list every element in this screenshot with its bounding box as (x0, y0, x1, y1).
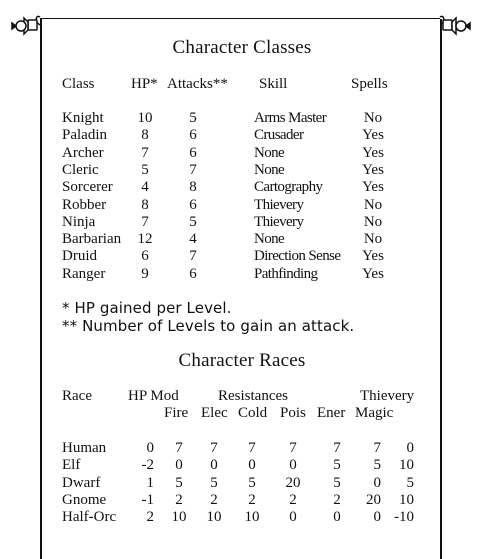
cell-class: Ranger (62, 265, 106, 282)
cell-skill: Crusader (254, 127, 304, 144)
cell-pois: 0 (289, 457, 297, 474)
cell-hp: 5 (141, 161, 149, 178)
note-attacks: ** Number of Levels to gain an attack. (62, 317, 355, 335)
right-finial-icon (440, 16, 470, 34)
cell-cold: 7 (248, 440, 256, 456)
header-race: Race (62, 388, 92, 404)
cell-elec: 2 (210, 491, 218, 508)
cell-pois: 20 (285, 474, 301, 491)
cell-spells: Yes (362, 248, 384, 265)
cell-skill: None (254, 231, 285, 248)
header-pois: Pois (280, 405, 306, 421)
cell-ener: 2 (333, 491, 341, 508)
cell-cold: 10 (244, 509, 260, 526)
cell-hp: 7 (141, 213, 149, 230)
cell-ener: 5 (333, 474, 341, 491)
cell-class: Robber (62, 196, 107, 213)
cell-spells: Yes (362, 161, 384, 178)
header-skill: Skill (259, 76, 288, 92)
cell-race: Gnome (62, 491, 107, 508)
cell-spells: Yes (362, 144, 384, 161)
header-elec: Elec (201, 405, 228, 421)
cell-race: Human (62, 440, 107, 456)
cell-hp: 4 (141, 179, 149, 196)
cell-thievery: 10 (399, 457, 414, 474)
header-fire: Fire (164, 405, 189, 421)
cell-attacks: 6 (189, 265, 197, 282)
cell-skill: Arms Master (254, 110, 327, 126)
cell-hp: 12 (137, 231, 153, 248)
cell-spells: Yes (362, 265, 384, 282)
cell-hp: 8 (141, 196, 149, 213)
cell-spells: Yes (362, 179, 384, 196)
cell-class: Ninja (62, 213, 96, 230)
note-hp: * HP gained per Level. (62, 299, 232, 317)
cell-spells: No (363, 110, 383, 126)
cell-spells: No (363, 196, 383, 213)
header-thievery: Thievery (360, 388, 415, 404)
cell-hp-mod: 2 (146, 509, 154, 526)
cell-ener: 7 (333, 440, 341, 456)
header-magic: Magic (355, 405, 394, 421)
cell-race: Dwarf (62, 474, 101, 491)
cell-spells: Yes (362, 127, 384, 144)
cell-hp-mod: 1 (146, 474, 154, 491)
cell-hp-mod: 0 (146, 440, 154, 456)
cell-attacks: 6 (189, 127, 197, 144)
cell-hp-mod: -1 (141, 491, 154, 508)
cell-magic: 0 (373, 474, 381, 491)
cell-attacks: 6 (189, 196, 197, 213)
cell-hp: 10 (137, 110, 153, 126)
classes-title: Character Classes (172, 37, 312, 58)
cell-skill: None (254, 161, 285, 178)
cell-pois: 7 (289, 440, 297, 456)
cell-skill: Cartography (254, 179, 323, 196)
cell-cold: 5 (248, 474, 256, 491)
cell-attacks: 8 (189, 179, 197, 196)
cell-elec: 7 (210, 440, 218, 456)
cell-cold: 2 (248, 491, 256, 508)
cell-attacks: 7 (189, 248, 197, 265)
cell-fire: 2 (175, 491, 183, 508)
cell-magic: 7 (373, 440, 381, 456)
cell-pois: 0 (289, 509, 297, 526)
header-class: Class (62, 76, 95, 92)
cell-ener: 0 (333, 509, 341, 526)
cell-fire: 10 (171, 509, 187, 526)
cell-hp-mod: -2 (141, 457, 154, 474)
cell-magic: 0 (373, 509, 381, 526)
cell-attacks: 5 (189, 110, 197, 126)
cell-magic: 20 (366, 491, 381, 508)
cell-class: Cleric (62, 161, 99, 178)
cell-fire: 7 (175, 440, 183, 456)
cell-thievery: 10 (399, 491, 414, 508)
cell-class: Barbarian (62, 231, 122, 248)
cell-spells: No (363, 213, 383, 230)
cell-cold: 0 (248, 457, 256, 474)
cell-magic: 5 (373, 457, 381, 474)
cell-skill: Direction Sense (254, 248, 341, 265)
cell-class: Sorcerer (62, 179, 113, 196)
cell-hp: 9 (141, 265, 149, 282)
cell-race: Half-Orc (62, 509, 117, 526)
header-cold: Cold (238, 405, 268, 421)
cell-thievery: 0 (406, 440, 414, 456)
cell-class: Druid (62, 248, 97, 265)
cell-thievery: -10 (394, 509, 414, 526)
header-spells: Spells (351, 76, 388, 92)
cell-attacks: 4 (189, 231, 197, 248)
cell-spells: No (363, 231, 383, 248)
cell-hp: 8 (141, 127, 149, 144)
cell-elec: 10 (206, 509, 222, 526)
left-finial-icon (12, 16, 40, 34)
cell-elec: 5 (210, 474, 218, 491)
cell-skill: Thievery (254, 213, 304, 230)
cell-class: Knight (62, 110, 104, 126)
races-title: Character Races (178, 350, 306, 371)
cell-attacks: 5 (189, 213, 197, 230)
header-hp-mod: HP Mod (128, 388, 179, 404)
header-hp: HP* (131, 76, 158, 92)
cell-class: Archer (62, 144, 104, 161)
cell-hp: 6 (141, 248, 149, 265)
cell-fire: 5 (175, 474, 183, 491)
cell-class: Paladin (62, 127, 107, 144)
cell-skill: None (254, 144, 285, 161)
cell-thievery: 5 (406, 474, 414, 491)
cell-ener: 5 (333, 457, 341, 474)
cell-fire: 0 (175, 457, 183, 474)
cell-race: Elf (62, 457, 81, 474)
cell-attacks: 7 (189, 161, 197, 178)
cell-hp: 7 (141, 144, 149, 161)
cell-attacks: 6 (189, 144, 197, 161)
cell-pois: 2 (289, 491, 297, 508)
header-ener: Ener (317, 405, 346, 421)
cell-elec: 0 (210, 457, 218, 474)
cell-skill: Pathfinding (254, 265, 318, 282)
header-resistances: Resistances (218, 388, 288, 404)
header-attacks: Attacks** (167, 76, 228, 92)
cell-skill: Thievery (254, 196, 304, 213)
